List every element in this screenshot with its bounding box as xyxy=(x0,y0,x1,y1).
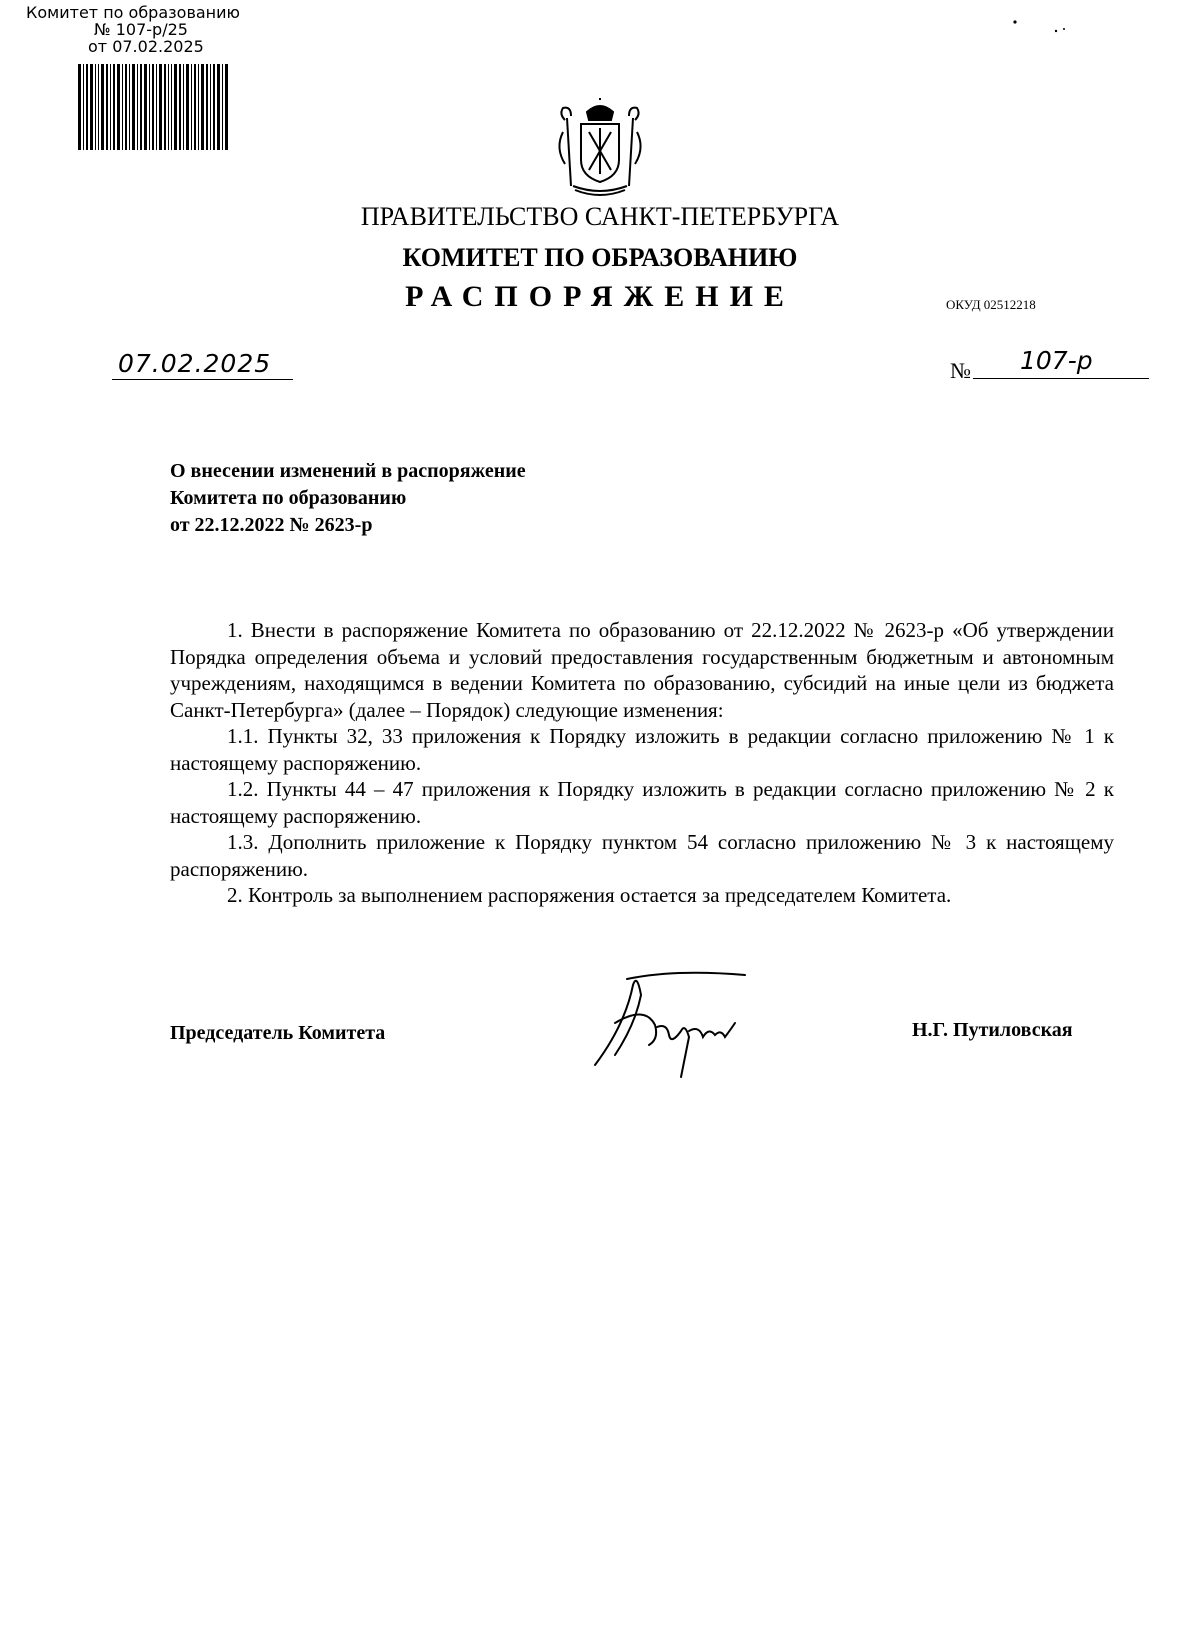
document-subject xyxy=(170,458,526,539)
handwritten-signature xyxy=(585,965,785,1080)
st-petersburg-coat-of-arms-icon xyxy=(545,98,655,198)
signatory-title: Председатель Комитета xyxy=(170,1022,386,1044)
body-paragraph: 1.2. Пункты 44 – 47 приложения к Порядку изложить в редакции согласно приложению № 2 к настоящему распоряжению. xyxy=(170,777,1114,828)
handwritten-number: 107-р xyxy=(1020,346,1093,375)
body-paragraph: 2. Контроль за выполнением распоряжения остается за председателем Комитета. xyxy=(227,883,952,907)
body-paragraph: 1.3. Дополнить приложение к Порядку пунктом 54 согласно приложению № 3 к настоящему распоряжению. xyxy=(170,830,1114,881)
stamp-organization: Комитет по образованию xyxy=(26,3,240,22)
stamp-date: от 07.02.2025 xyxy=(88,37,204,56)
stamp-number: № 107-р/25 xyxy=(94,20,188,39)
handwritten-date: 07.02.2025 xyxy=(112,349,293,380)
subject-line: от 22.12.2022 № 2623-р xyxy=(170,514,373,536)
registration-stamp xyxy=(26,4,240,55)
signatory-name: Н.Г. Путиловская xyxy=(912,1019,1073,1041)
scan-specks xyxy=(1010,14,1070,44)
document-type-title: РАСПОРЯЖЕНИЕ xyxy=(405,280,795,313)
barcode-icon xyxy=(78,64,228,150)
government-title: ПРАВИТЕЛЬСТВО САНКТ-ПЕТЕРБУРГА xyxy=(360,202,840,231)
body-paragraph: 1.1. Пункты 32, 33 приложения к Порядку изложить в редакции согласно приложению № 1 к настоящему распоряжению. xyxy=(170,724,1114,775)
subject-line: О внесении изменений в распоряжение xyxy=(170,460,526,482)
subject-line: Комитета по образованию xyxy=(170,487,407,509)
body-paragraph: 1. Внести в распоряжение Комитета по образованию от 22.12.2022 № 2623-р «Об утверждении Порядка определения объема и условий предоставления государственным бюджетным и автономным учреждениям, находящимся в ведении Комитета по образованию, субсидий на иные цели из бюджета Санкт-Петербурга» (далее – Порядок) следующие изменения: xyxy=(170,618,1114,722)
committee-title: КОМИТЕТ ПО ОБРАЗОВАНИЮ xyxy=(402,243,798,272)
okud-code: ОКУД 02512218 xyxy=(946,297,1036,312)
number-label: № xyxy=(950,358,971,383)
document-body xyxy=(170,617,1114,909)
